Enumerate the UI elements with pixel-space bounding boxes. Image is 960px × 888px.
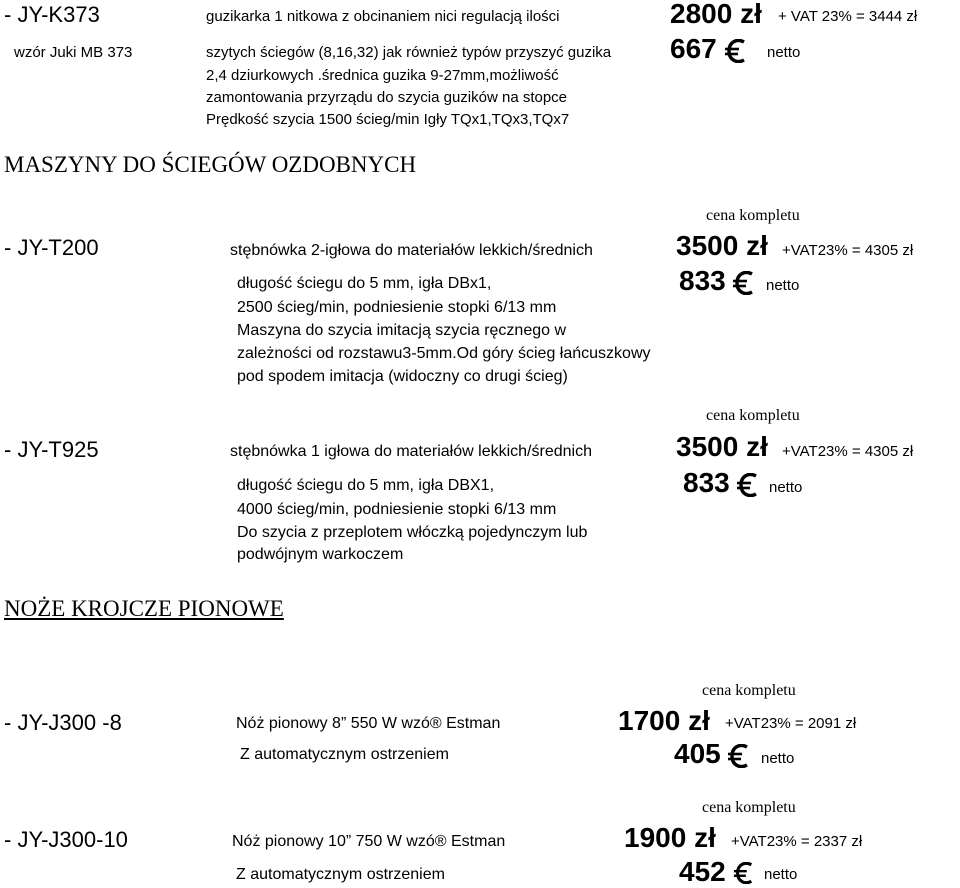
product-subtitle: Z automatycznym ostrzeniem [236,866,445,883]
euro-icon [725,39,747,63]
price-eur: 405 [674,738,721,769]
product-code-j300-8: - JY-J300 -8 [4,710,122,735]
price-vat: +VAT23% = 2337 zł [731,833,863,850]
description-line: podwójnym warkoczem [237,546,404,563]
product-code-k373: - JY-K373 [4,2,100,27]
set-price-label: cena kompletu [706,407,800,424]
description-line: Do szycia z przeplotem włóczką pojedynczym lub [237,524,588,541]
price-pln: 1900 zł [624,822,716,853]
product-code-j300-10: - JY-J300-10 [4,827,128,852]
price-pln: 3500 zł [676,230,768,261]
euro-icon [728,744,750,768]
product-title: Nóż pionowy 8” 550 W wzó® Estman [236,715,501,732]
description-line: zależności od rozstawu3-5mm.Od góry ścieg łańcuszkowy [237,345,651,362]
netto-label: netto [761,750,795,767]
description-line: zamontowania przyrządu do szycia guzików na stopce [206,89,568,106]
description-line: 2,4 dziurkowych .średnica guzika 9-27mm,możliwość [206,67,559,84]
price-pln: 2800 zł [670,0,762,29]
price-eur: 833 [679,265,726,296]
price-eur: 452 [679,856,726,887]
model-reference-k373: wzór Juki MB 373 [14,44,133,61]
set-price-label: cena kompletu [702,799,796,816]
product-title: Nóż pionowy 10” 750 W wzó® Estman [232,833,506,850]
price-vat: +VAT23% = 2091 zł [725,715,857,732]
set-price-label: cena kompletu [702,682,796,699]
description-line: Prędkość szycia 1500 ścieg/min Igły TQx1,TQx3,TQx7 [206,111,570,128]
price-eur: 833 [683,467,730,498]
euro-icon [733,862,755,884]
price-pln: 3500 zł [676,431,768,462]
price-pln: 1700 zł [618,705,710,736]
netto-label: netto [766,277,800,294]
description-line: 2500 ścieg/min, podniesienie stopki 6/13 mm [237,299,557,316]
description-line: guzikarka 1 nitkowa z obcinaniem nici regulacją ilości [206,8,560,25]
euro-icon [733,271,755,295]
description-line: szytych ściegów (8,16,32) jak również typów przyszyć guzika [206,44,612,61]
product-code-t925: - JY-T925 [4,437,99,462]
description-line: długość ściegu do 5 mm, igła DBX1, [237,477,495,494]
product-subtitle: Z automatycznym ostrzeniem [240,746,449,763]
product-title: stębnówka 1 igłowa do materiałów lekkich/średnich [230,443,592,460]
price-eur: 667 [670,33,717,64]
description-line: Maszyna do szycia imitacją szycia ręcznego w [237,322,567,339]
netto-label: netto [769,479,803,496]
euro-icon [737,473,759,497]
product-code-t200: - JY-T200 [4,235,99,260]
description-line: 4000 ścieg/min, podniesienie stopki 6/13 mm [237,501,557,518]
netto-label: netto [764,866,798,883]
price-vat: + VAT 23% = 3444 zł [778,8,918,25]
price-vat: +VAT23% = 4305 zł [782,443,914,460]
section-heading-vertical-knives: NOŻE KROJCZE PIONOWE [4,596,284,621]
description-line: długość ściegu do 5 mm, igła DBx1, [237,275,492,292]
netto-label: netto [767,44,801,61]
product-title: stębnówka 2-igłowa do materiałów lekkich/średnich [230,242,593,259]
section-heading-decorative-stitch: MASZYNY DO ŚCIEGÓW OZDOBNYCH [4,152,417,177]
description-line: pod spodem imitacja (widoczny co drugi ścieg) [237,368,568,385]
price-vat: +VAT23% = 4305 zł [782,242,914,259]
set-price-label: cena kompletu [706,207,800,224]
